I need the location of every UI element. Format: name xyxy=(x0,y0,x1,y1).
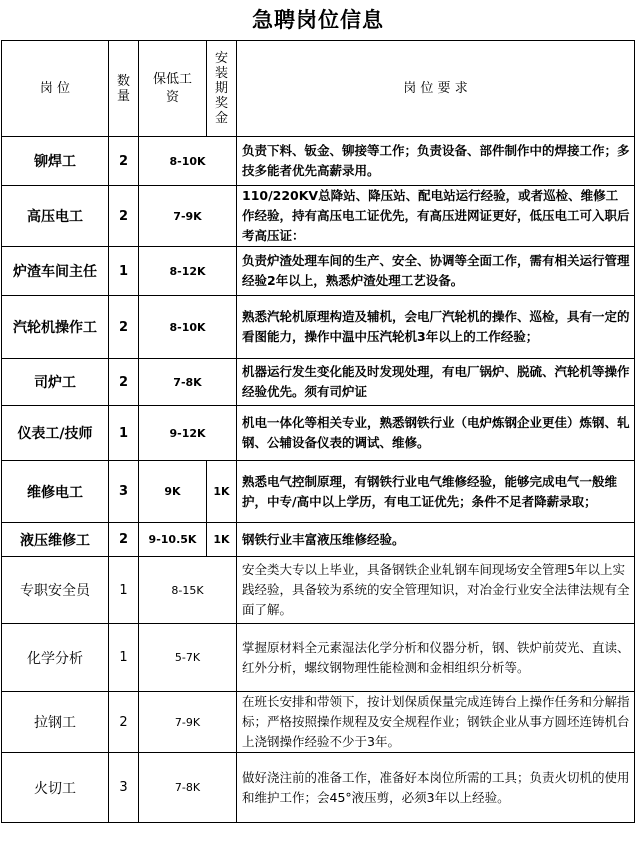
requirements-cell: 熟悉汽轮机原理构造及辅机，会电厂汽轮机的操作、巡检，具有一定的看图能力，操作中温中压汽轮机3年以上的工作经验； xyxy=(237,296,635,359)
table-row xyxy=(2,406,635,461)
position-cell: 维修电工 xyxy=(2,461,109,523)
quantity-cell: 1 xyxy=(109,624,139,692)
position-cell: 铆焊工 xyxy=(2,137,109,186)
table-row xyxy=(2,359,635,406)
position-cell: 拉钢工 xyxy=(2,692,109,753)
requirements-cell: 在班长安排和带领下，按计划保质保量完成连铸台上操作任务和分解指标；严格按照操作规程及安全规程作业；钢铁企业从事方圆坯连铸机台上浇钢操作经验不少于3年。 xyxy=(237,692,635,753)
salary-cell: 8-10K xyxy=(139,137,237,186)
salary-cell: 7-9K xyxy=(139,692,237,753)
quantity-cell: 2 xyxy=(109,692,139,753)
salary-cell: 9K xyxy=(139,461,207,523)
table-row xyxy=(2,296,635,359)
header-salary: 保低工 资 xyxy=(139,41,207,137)
requirements-cell: 掌握原材料全元素湿法化学分析和仪器分析，钢、铁炉前荧光、直读、红外分析，螺纹钢物理性能检测和金相组织分析等。 xyxy=(237,624,635,692)
salary-cell: 8-15K xyxy=(139,557,237,624)
position-cell: 专职安全员 xyxy=(2,557,109,624)
salary-cell: 9-10.5K xyxy=(139,523,207,557)
salary-cell: 8-12K xyxy=(139,247,237,296)
requirements-cell: 负责下料、钣金、铆接等工作；负责设备、部件制作中的焊接工作；多技多能者优先高薪录用。 xyxy=(237,137,635,186)
position-cell: 高压电工 xyxy=(2,186,109,247)
bonus-cell: 1K xyxy=(207,461,237,523)
position-cell: 化学分析 xyxy=(2,624,109,692)
job-table xyxy=(1,40,635,823)
table-header-row xyxy=(2,41,635,137)
salary-cell: 5-7K xyxy=(139,624,237,692)
position-cell: 火切工 xyxy=(2,753,109,823)
quantity-cell: 3 xyxy=(109,753,139,823)
position-cell: 液压维修工 xyxy=(2,523,109,557)
table-row xyxy=(2,523,635,557)
page-title: 急聘岗位信息 xyxy=(252,8,384,32)
quantity-cell: 2 xyxy=(109,186,139,247)
salary-cell: 7-9K xyxy=(139,186,237,247)
table-row xyxy=(2,137,635,186)
bonus-cell: 1K xyxy=(207,523,237,557)
requirements-cell: 机电一体化等相关专业，熟悉钢铁行业（电炉炼钢企业更佳）炼钢、轧钢、公辅设备仪表的调试、维修。 xyxy=(237,406,635,461)
requirements-cell: 负责炉渣处理车间的生产、安全、协调等全面工作，需有相关运行管理经验2年以上，熟悉炉渣处理工艺设备。 xyxy=(237,247,635,296)
salary-cell: 7-8K xyxy=(139,753,237,823)
quantity-cell: 2 xyxy=(109,523,139,557)
table-row xyxy=(2,624,635,692)
requirements-cell: 110/220KV总降站、降压站、配电站运行经验，或者巡检、维修工作经验，持有高压电工证优先，有高压进网证更好，低压电工可入职后考高压证： xyxy=(237,186,635,247)
header-requirements: 岗 位 要 求 xyxy=(237,41,635,137)
quantity-cell: 3 xyxy=(109,461,139,523)
quantity-cell: 1 xyxy=(109,406,139,461)
table-row xyxy=(2,557,635,624)
header-bonus: 安 装 期 奖 金 xyxy=(207,41,237,137)
requirements-cell: 钢铁行业丰富液压维修经验。 xyxy=(237,523,635,557)
salary-cell: 8-10K xyxy=(139,296,237,359)
header-position: 岗 位 xyxy=(2,41,109,137)
salary-cell: 9-12K xyxy=(139,406,237,461)
table-row xyxy=(2,692,635,753)
quantity-cell: 2 xyxy=(109,296,139,359)
quantity-cell: 2 xyxy=(109,359,139,406)
requirements-cell: 安全类大专以上毕业，具备钢铁企业轧钢车间现场安全管理5年以上实践经验，具备较为系统的安全管理知识，对冶金行业安全法律法规有全面了解。 xyxy=(237,557,635,624)
position-cell: 汽轮机操作工 xyxy=(2,296,109,359)
header-quantity: 数 量 xyxy=(109,41,139,137)
quantity-cell: 1 xyxy=(109,557,139,624)
table-row xyxy=(2,247,635,296)
requirements-cell: 机器运行发生变化能及时发现处理，有电厂锅炉、脱硫、汽轮机等操作经验优先。须有司炉证 xyxy=(237,359,635,406)
requirements-cell: 熟悉电气控制原理，有钢铁行业电气维修经验，能够完成电气一般维护，中专/高中以上学历，有电工证优先；条件不足者降薪录取； xyxy=(237,461,635,523)
position-cell: 仪表工/技师 xyxy=(2,406,109,461)
salary-cell: 7-8K xyxy=(139,359,237,406)
table-row xyxy=(2,753,635,823)
table-row xyxy=(2,461,635,523)
table-row xyxy=(2,186,635,247)
position-cell: 司炉工 xyxy=(2,359,109,406)
requirements-cell: 做好浇注前的准备工作，准备好本岗位所需的工具；负责火切机的使用和维护工作；会45°液压剪，必须3年以上经验。 xyxy=(237,753,635,823)
quantity-cell: 2 xyxy=(109,137,139,186)
quantity-cell: 1 xyxy=(109,247,139,296)
position-cell: 炉渣车间主任 xyxy=(2,247,109,296)
